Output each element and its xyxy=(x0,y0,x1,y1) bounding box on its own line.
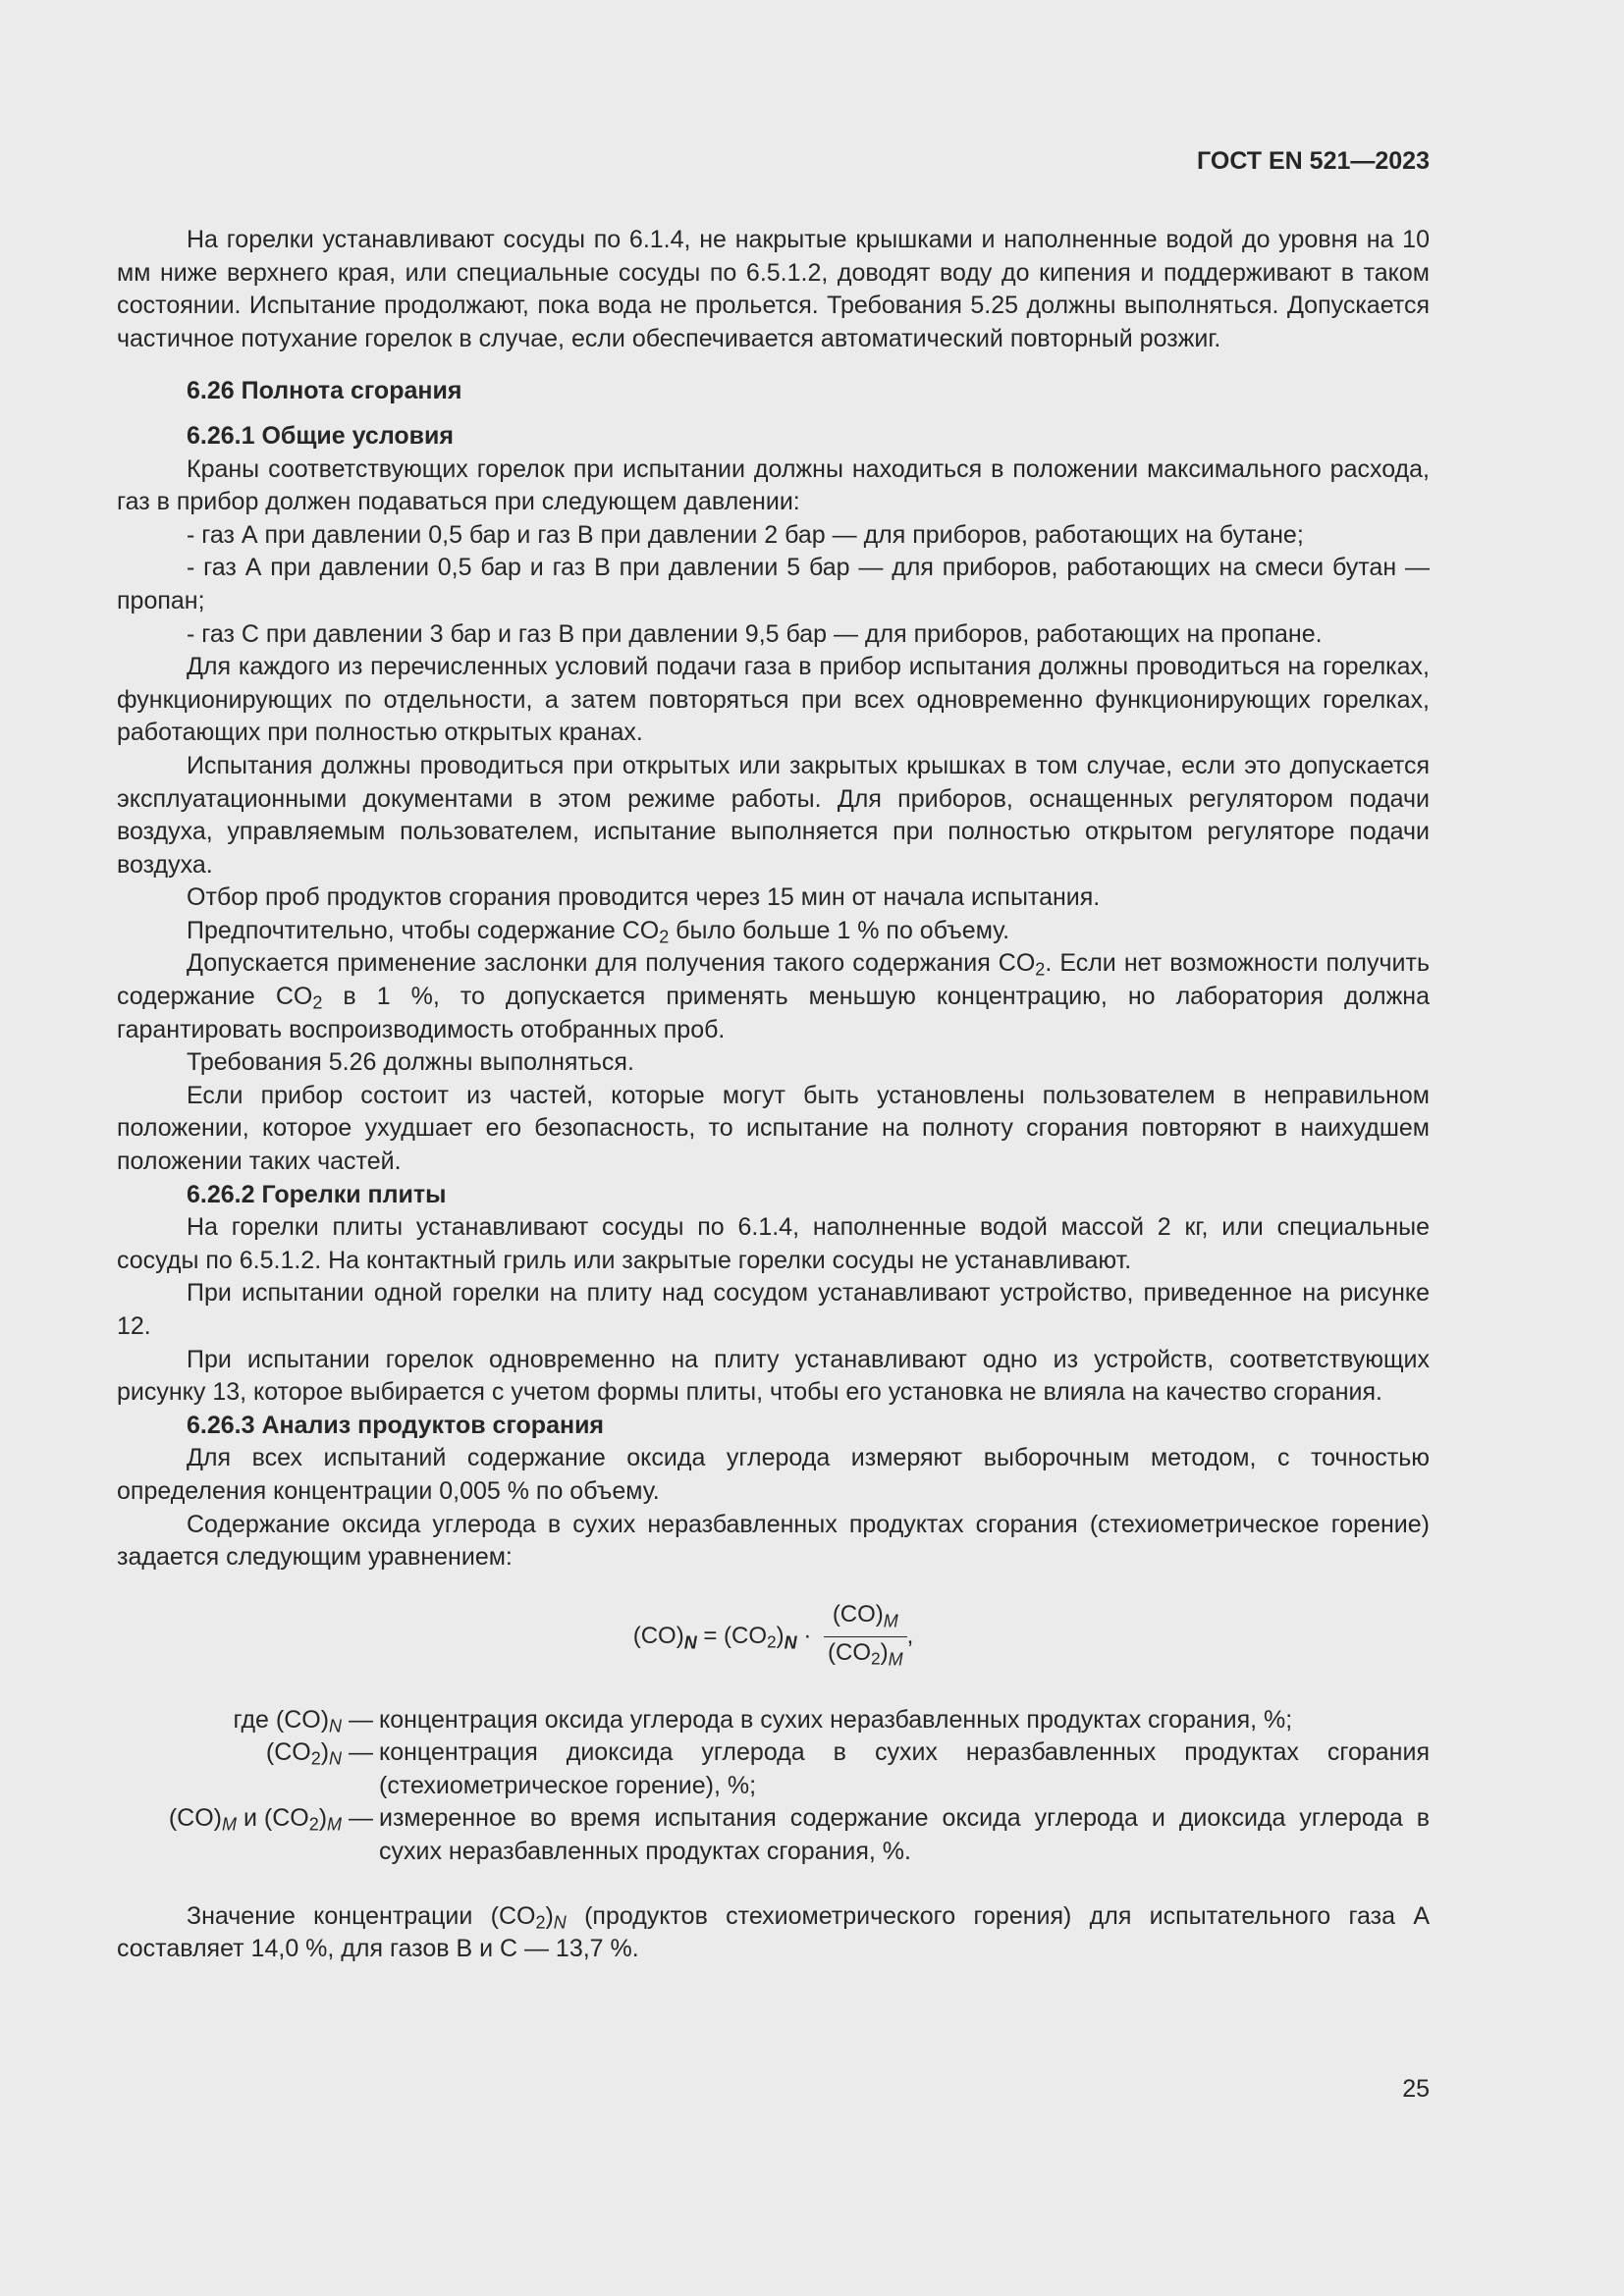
section-heading-6-26: 6.26 Полнота сгорания xyxy=(187,377,462,405)
variable-definitions xyxy=(117,1704,1430,1869)
list-item: - газ А при давлении 0,5 бар и газ В при давлении 2 бар — для приборов, работающих на бутане; xyxy=(187,520,1304,549)
list-item: - газ С при давлении 3 бар и газ В при давлении 9,5 бар — для приборов, работающих на пропане. xyxy=(187,619,1323,648)
paragraph-analysis: Для всех испытаний содержание оксида углерода измеряют выборочным методом, с точностью определения концентрации 0,005 % по объему. xyxy=(117,1444,1430,1505)
co-equation: $(CO)_N = (CO_2)_N$ · $\frac{(CO)_M}{(CO_2)_M}$ , xyxy=(117,1600,1430,1675)
section-heading-6-26-2: 6.26.2 Горелки плиты xyxy=(187,1180,447,1208)
page-number: 25 xyxy=(1402,2075,1430,2103)
paragraph-parts: Если прибор состоит из частей, которые могут быть установлены пользователем в неправильном положении, которое ухудшает его безопасность, то испытание на полноту сгорания повторяют в наихудшем положении таких частей. xyxy=(117,1081,1430,1176)
definition-row: $(CO)_M$ и $(CO_2)_M$ — измеренное во время испытания содержание оксида углерода и диоксида углерода в сухих неразбавленных продуктах сгорания, %. xyxy=(168,1804,1430,1865)
document-header: ГОСТ EN 521—2023 xyxy=(1197,147,1430,175)
paragraph-lids: Испытания должны проводиться при открытых или закрытых крышках в том случае, если это допускается эксплуатационными документами в этом режиме работы. Для приборов, оснащенных регулятором подачи воздуха, управляемым пользователем, испытание выполняется при полностью открытом регуляторе подачи воздуха. xyxy=(117,751,1430,879)
definition-row: $(CO_2)_N$ — концентрация диоксида углерода в сухих неразбавленных продуктах сгорания (стехиометрическое горение), %; xyxy=(265,1738,1430,1799)
paragraph-requirements-5-26: Требования 5.26 должны выполняться. xyxy=(187,1048,634,1077)
list-item: - газ А при давлении 0,5 бар и газ В при давлении 5 бар — для приборов, работающих на смеси бутан — пропан; xyxy=(117,554,1430,614)
equation-fraction: $\frac{(CO)_M}{(CO_2)_M}$ xyxy=(824,1600,907,1675)
document-body xyxy=(117,224,1430,1966)
paragraph-damper: Допускается применение заслонки для получения такого содержания $CO_2$. Если нет возможности получить содержание $CO_2$ в 1 %, то допускается применять меньшую концентрацию, но лаборатория должна гарантировать воспроизводимость отобранных проб. xyxy=(117,949,1431,1043)
definition-row: где $(CO)_N$ — концентрация оксида углерода в сухих неразбавленных продуктах сгорания, %; xyxy=(233,1705,1293,1736)
paragraph-hob-3: При испытании горелок одновременно на плиту устанавливают одно из устройств, соответствующих рисунку 13, которое выбирается с учетом формы плиты, чтобы его установка не влияла на качество сгорания. xyxy=(117,1345,1430,1407)
paragraph-each-condition: Для каждого из перечисленных условий подачи газа в прибор испытания должны проводиться на горелках, функционирующих по отдельности, а затем повторяться при всех одновременно функционирующих горелках, работающих при полностью открытых кранах. xyxy=(117,653,1430,747)
paragraph-cranes: Краны соответствующих горелок при испытании должны находиться в положении максимального расхода, газ в прибор должен подаваться при следующем давлении: xyxy=(117,454,1430,516)
paragraph-hob-1: На горелки плиты устанавливают сосуды по 6.1.4, наполненные водой массой 2 кг, или специальные сосуды по 6.5.1.2. На контактный гриль или закрытые горелки сосуды не устанавливают. xyxy=(117,1213,1430,1274)
section-heading-6-26-1: 6.26.1 Общие условия xyxy=(187,421,454,450)
section-heading-6-26-3: 6.26.3 Анализ продуктов сгорания xyxy=(187,1411,605,1439)
paragraph-intro: На горелки устанавливают сосуды по 6.1.4, не накрытые крышками и наполненные водой до уровня на 10 мм ниже верхнего края, или специальные сосуды по 6.5.1.2, доводят воду до кипения и поддерживают в таком состоянии. Испытание продолжают, пока вода не прольется. Требования 5.25 должны выполняться. Допускается частичное потухание горелок в случае, если обеспечивается автоматический повторный розжиг. xyxy=(117,226,1430,352)
paragraph-sampling: Отбор проб продуктов сгорания проводится через 15 мин от начала испытания. xyxy=(187,883,1101,912)
paragraph-preferred-co2: Предпочтительно, чтобы содержание $CO_2$ было больше 1 % по объему. xyxy=(187,916,1010,947)
paragraph-hob-2: При испытании одной горелки на плиту над сосудом устанавливают устройство, приведенное на рисунке 12. xyxy=(117,1279,1430,1340)
paragraph-final-concentration: Значение концентрации $(CO_2)_N$ (продуктов стехиометрического горения) для испытательного газа А составляет 14,0 %, для газов В и С — 13,7 %. xyxy=(117,1901,1430,1963)
paragraph-equation-intro: Содержание оксида углерода в сухих неразбавленных продуктах сгорания (стехиометрическое горение) задается следующим уравнением: xyxy=(117,1510,1430,1572)
